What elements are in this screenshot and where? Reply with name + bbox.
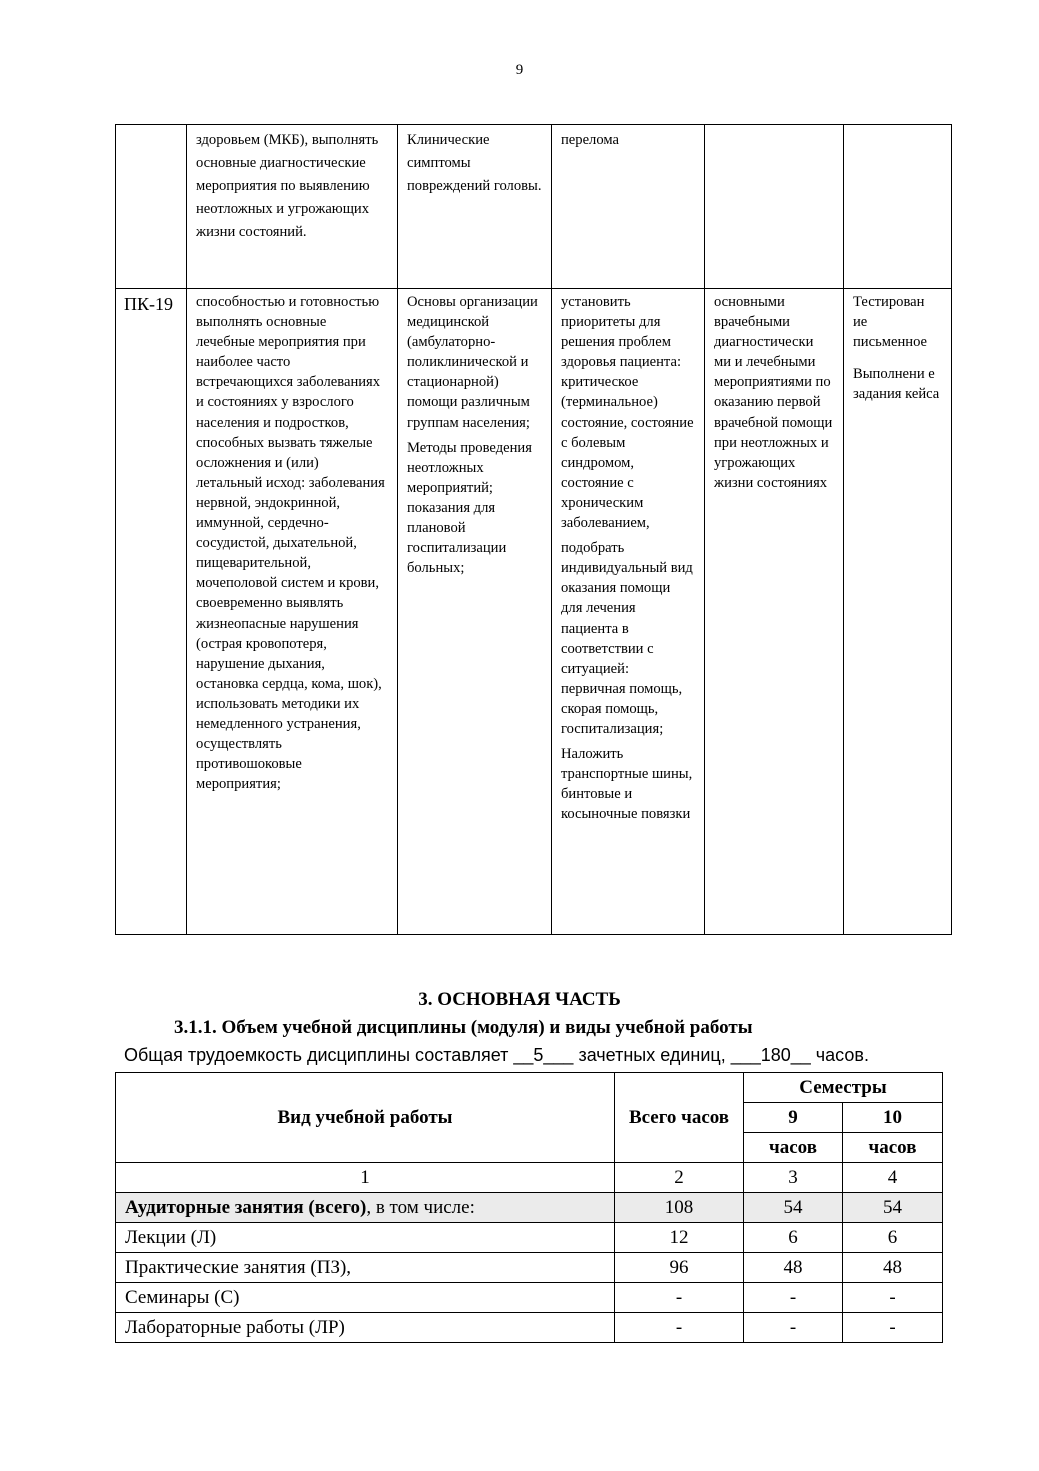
column-number: 3 [744,1163,843,1193]
row-total: 12 [615,1223,744,1253]
row-sem10: 48 [843,1253,943,1283]
row-total: - [615,1283,744,1313]
competency-know [398,289,552,935]
row-label: Лабораторные работы (ЛР) [116,1313,615,1343]
competency-table [115,124,952,935]
row-sem9: 54 [744,1193,843,1223]
total-workload-line: Общая трудоемкость дисциплины составляет __5___ зачетных единиц, ___180__ часов. [124,1045,869,1065]
row-label-bold: Аудиторные занятия (всего) [125,1196,367,1218]
column-number: 1 [116,1163,615,1193]
header-semester-10: 10 [843,1103,943,1133]
competency-can: перелома [552,125,705,289]
assessment-item: Выполнени е задания кейса [853,366,940,403]
competency-assessment [844,125,952,289]
row-label: Лекции (Л) [116,1223,615,1253]
assessment-item: Тестирован ие письменное [853,294,928,351]
row-sem10: - [843,1313,943,1343]
table-row [116,1253,943,1283]
table-row [116,1223,943,1253]
header-hours-9: часов [744,1133,843,1163]
row-total: - [615,1313,744,1343]
table-row [116,1283,943,1313]
know-item: Основы организации медицинской (амбулаторно-поликлинической и стационарной) помощи различным группам населения; [407,294,538,431]
header-semester-9: 9 [744,1103,843,1133]
row-label: Практические занятия (ПЗ), [116,1253,615,1283]
competency-code: ПК-19 [116,289,187,935]
competency-know: Клинические симптомы повреждений головы. [398,125,552,289]
row-sem9: 6 [744,1223,843,1253]
section-subtitle: 3.1.1. Объем учебной дисциплины (модуля) и виды учебной работы [174,1017,753,1038]
header-semesters: Семестры [744,1073,943,1103]
row-sem10: - [843,1283,943,1313]
row-total: 108 [615,1193,744,1223]
page-number: 9 [515,62,524,78]
row-total: 96 [615,1253,744,1283]
row-label-rest: , в том числе: [366,1196,475,1218]
row-label [116,1193,615,1223]
row-sem9: - [744,1283,843,1313]
competency-own [705,125,844,289]
competency-own: основными врачебными диагностически ми и лечебными мероприятиями по оказанию первой врачебной помощи при неотложных и угрожающих жизни состояниях [705,289,844,935]
table-row [116,289,952,935]
table-row [116,125,952,289]
can-item: Наложить транспортные шины, бинтовые и косыночные повязки [561,746,693,823]
column-numbers-row [116,1163,943,1193]
row-sem10: 6 [843,1223,943,1253]
column-number: 2 [615,1163,744,1193]
header-work-type: Вид учебной работы [116,1073,615,1163]
competency-assessment [844,289,952,935]
row-sem10: 54 [843,1193,943,1223]
can-item: установить приоритеты для решения проблем здоровья пациента: критическое (терминальное) состояние, состояние с болевым синдромом, состояние с хроническим заболеванием, [561,294,694,532]
competency-code [116,125,187,289]
section-title: 3. ОСНОВНАЯ ЧАСТЬ [418,989,621,1010]
table-row [116,1193,943,1223]
column-number: 4 [843,1163,943,1193]
competency-description: здоровьем (МКБ), выполнять основные диагностические мероприятия по выявлению неотложных и угрожающих жизни состояний. [187,125,398,289]
hours-table [115,1072,943,1343]
header-total-hours: Всего часов [615,1073,744,1163]
competency-can [552,289,705,935]
table-row [116,1313,943,1343]
row-sem9: - [744,1313,843,1343]
competency-description: способностью и готовностью выполнять основные лечебные мероприятия при наиболее часто встречающихся заболеваниях и состояниях у взрослого населения и подростков, способных вызвать тяжелые осложнения и (или) летальный исход: заболевания нервной, эндокринной, иммунной, сердечно-сосудистой, дыхательной, пищеварительной, мочеполовой систем и крови, своевременно выявлять жизнеопасные нарушения (острая кровопотеря, нарушение дыхания, остановка сердца, кома, шок), использовать методики их немедленного устранения, осуществлять противошоковые мероприятия; [187,289,398,935]
row-sem9: 48 [744,1253,843,1283]
can-item: подобрать индивидуальный вид оказания помощи для лечения пациента в соответствии с ситуацией: первичная помощь, скорая помощь, госпитализация; [561,540,693,737]
header-hours-10: часов [843,1133,943,1163]
row-label: Семинары (С) [116,1283,615,1313]
know-item: Методы проведения неотложных мероприятий; показания для плановой госпитализации больных; [407,439,532,577]
